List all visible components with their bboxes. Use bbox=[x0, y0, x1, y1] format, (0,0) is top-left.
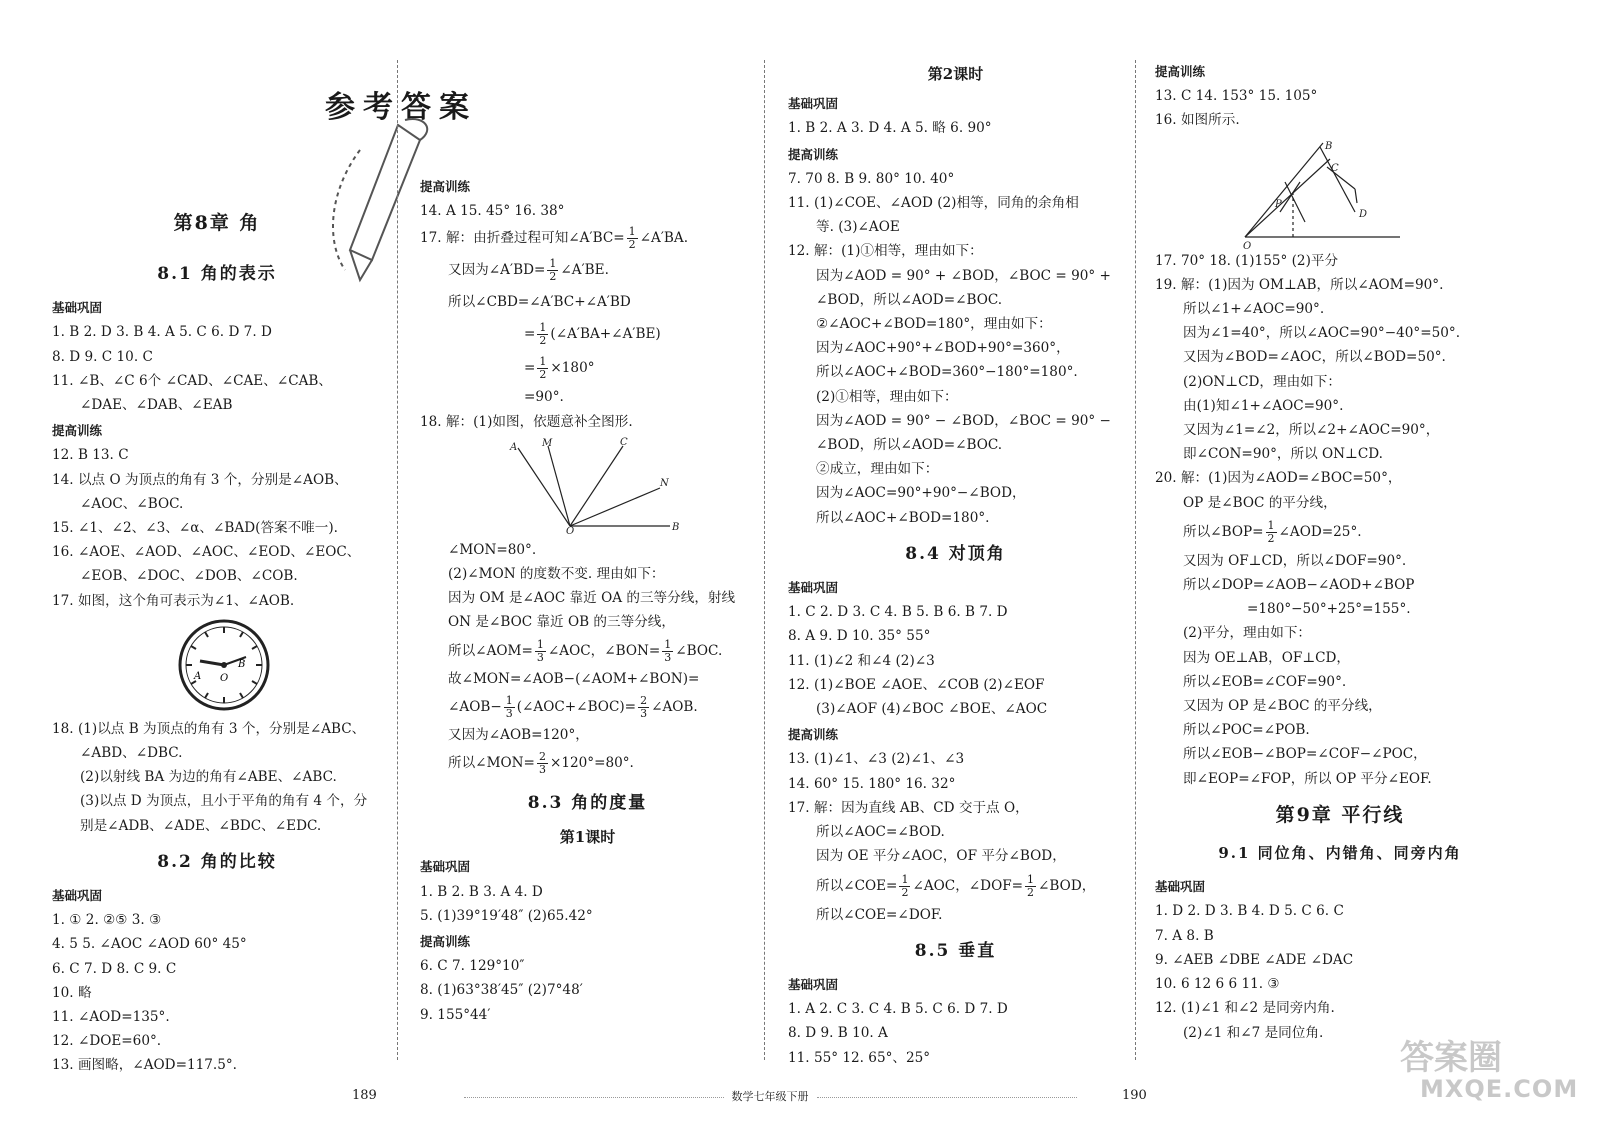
section-heading: 8.5 垂直 bbox=[914, 940, 997, 961]
subheading-basic: 基础巩固 bbox=[52, 300, 103, 316]
subheading-basic: 基础巩固 bbox=[52, 888, 103, 904]
answer-line: 6. C 7. 129°10″ bbox=[420, 958, 525, 975]
answer-line: 12. (1)∠1 和∠2 是同旁内角. bbox=[1155, 1000, 1335, 1017]
label-m: M bbox=[542, 437, 553, 449]
fraction: $\frac{1}{2}$ bbox=[539, 355, 547, 382]
answer-line: 5. (1)39°19′48″ (2)65.42° bbox=[420, 907, 593, 924]
footer-text: 数学七年级下册 bbox=[731, 1090, 809, 1103]
fraction: $\frac{1}{3}$ bbox=[505, 693, 513, 720]
answer-line: 因为 OM 是∠AOC 靠近 OA 的三等分线，射线 bbox=[448, 590, 736, 607]
answer-line: 17. 如图，这个角可表示为∠1、∠AOB. bbox=[52, 592, 295, 609]
answer-line: (3)以点 D 为顶点，且小于平角的角有 4 个，分 bbox=[80, 793, 368, 810]
answer-line: 又因为∠1=∠2，所以∠2+∠AOC=90°， bbox=[1183, 422, 1440, 439]
answer-line: 14. A 15. 45° 16. 38° bbox=[420, 203, 565, 220]
page-number-left: 189 bbox=[352, 1088, 377, 1103]
answer-line: 所以∠CBD=∠A′BC+∠A′BD bbox=[448, 294, 631, 311]
clock-figure bbox=[52, 617, 382, 713]
section-heading: 8.4 对顶角 bbox=[905, 543, 1006, 564]
answer-line: 16. 如图所示. bbox=[1155, 112, 1240, 129]
label-d: D bbox=[1359, 208, 1368, 220]
footer bbox=[420, 1088, 1120, 1104]
answer-line: 所以∠AOC=∠BOD. bbox=[816, 824, 945, 841]
answer-line: 即∠EOP=∠FOP，所以 OP 平分∠EOF. bbox=[1183, 770, 1432, 787]
text-fragment: (∠A′BA+∠A′BE) bbox=[550, 326, 661, 343]
column-4 bbox=[1155, 58, 1525, 1045]
answer-line: 13. (1)∠1、∠3 (2)∠1、∠3 bbox=[788, 751, 965, 768]
answer-line: 即∠CON=90°，所以 ON⊥CD. bbox=[1183, 446, 1383, 463]
answer-line: = $\frac{1}{2}$ (∠A′BA+∠A′BE) bbox=[524, 321, 661, 348]
answer-line: 1. B 2. A 3. D 4. A 5. 略 6. 90° bbox=[788, 120, 992, 137]
lesson-heading: 第2课时 bbox=[927, 65, 984, 83]
answer-line: 所以∠COE= $\frac{1}{2}$ ∠AOC，∠DOF= $\frac{1}{2}$ ∠BOD， bbox=[816, 872, 1096, 899]
answer-line: 15. ∠1、∠2、∠3、∠α、∠BAD(答案不唯一). bbox=[52, 520, 338, 537]
construction-figure bbox=[1155, 137, 1525, 252]
answer-line: (2)以射线 BA 为边的角有∠ABE、∠ABC. bbox=[80, 769, 337, 786]
answer-line: 因为∠AOD = 90° + ∠BOD，∠BOC = 90° + bbox=[816, 267, 1111, 284]
answer-line: ∠DAE、∠DAB、∠EAB bbox=[80, 397, 233, 414]
answer-line: 因为∠AOC+90°+∠BOD+90°=360°， bbox=[816, 340, 1070, 357]
fraction: $\frac{1}{2}$ bbox=[1267, 518, 1275, 545]
answer-line: 1. ① 2. ②⑤ 3. ③ bbox=[52, 912, 162, 929]
answer-line: 等. (3)∠AOE bbox=[816, 219, 900, 236]
answer-line: ∠BOD，所以∠AOD=∠BOC. bbox=[816, 437, 1003, 454]
label-n: N bbox=[660, 477, 669, 489]
column-3 bbox=[788, 62, 1123, 1070]
subheading-advanced: 提高训练 bbox=[52, 423, 103, 439]
answer-line: 所以∠BOP= $\frac{1}{2}$ ∠AOD=25°. bbox=[1183, 518, 1362, 545]
answer-line: =180°−50°+25°=155°. bbox=[1247, 601, 1411, 618]
angle-figure bbox=[420, 436, 755, 537]
answer-line: 12. ∠DOE=60°. bbox=[52, 1033, 162, 1050]
answer-line: 11. (1)∠2 和∠4 (2)∠3 bbox=[788, 652, 935, 669]
answer-line: 1. A 2. C 3. C 4. B 5. C 6. D 7. D bbox=[788, 1001, 1008, 1018]
answer-line: ∠BOD，所以∠AOD=∠BOC. bbox=[816, 291, 1003, 308]
answer-line: 11. 55° 12. 65°、25° bbox=[788, 1049, 931, 1066]
column-divider bbox=[764, 60, 765, 1060]
answer-line: ∠ABD、∠DBC. bbox=[80, 745, 183, 762]
subheading-basic: 基础巩固 bbox=[788, 976, 839, 992]
answer-line: ∠AOB− $\frac{1}{3}$ (∠AOC+∠BOC)= $\frac{2}{3}$ ∠AOB. bbox=[448, 693, 698, 720]
subheading-advanced: 提高训练 bbox=[420, 934, 471, 950]
answer-line: 8. D 9. B 10. A bbox=[788, 1025, 888, 1042]
answer-line: 1. B 2. B 3. A 4. D bbox=[420, 883, 543, 900]
column-divider bbox=[1135, 60, 1136, 1060]
clock-label-o: O bbox=[220, 672, 229, 684]
label-o: O bbox=[1243, 240, 1252, 252]
answer-line: 13. 画图略，∠AOD=117.5°. bbox=[52, 1057, 237, 1074]
answer-line: ∠EOB、∠DOC、∠DOB、∠COB. bbox=[80, 568, 298, 585]
answer-line: 因为 OE 平分∠AOC，OF 平分∠BOD， bbox=[816, 848, 1066, 865]
answer-line: 11. ∠B、∠C 6个 ∠CAD、∠CAE、∠CAB、 bbox=[52, 372, 333, 389]
section-heading: 8.2 角的比较 bbox=[157, 851, 277, 872]
answer-line: 19. 解：(1)因为 OM⊥AB，所以∠AOM=90°. bbox=[1155, 276, 1444, 293]
answer-line: (2)∠MON 的度数不变. 理由如下： bbox=[448, 566, 665, 583]
clock-label-a: A bbox=[194, 670, 202, 682]
label-b: B bbox=[672, 521, 680, 533]
answer-line: 9. ∠AEB ∠DBE ∠ADE ∠DAC bbox=[1155, 951, 1354, 968]
subheading-advanced: 提高训练 bbox=[788, 727, 839, 743]
answer-line: 因为∠1=40°，所以∠AOC=90°−40°=50°. bbox=[1183, 325, 1461, 342]
label-c: C bbox=[1331, 162, 1339, 174]
answer-line: 因为∠AOD = 90° − ∠BOD，∠BOC = 90° − bbox=[816, 412, 1111, 429]
answer-line: 11. (1)∠COE、∠AOD (2)相等，同角的余角相 bbox=[788, 195, 1079, 212]
answer-line: 18. (1)以点 B 为顶点的角有 3 个，分别是∠ABC、 bbox=[52, 720, 366, 737]
answer-line: 16. ∠AOE、∠AOD、∠AOC、∠EOD、∠EOC、 bbox=[52, 544, 361, 561]
answer-line: 所以∠AOC+∠BOD=180°. bbox=[816, 509, 990, 526]
subheading-advanced: 提高训练 bbox=[420, 179, 471, 194]
page-number-right: 190 bbox=[1122, 1088, 1147, 1103]
answer-line: 所以∠1+∠AOC=90°. bbox=[1183, 301, 1325, 318]
lesson-heading: 第1课时 bbox=[559, 828, 616, 847]
fraction: $\frac{2}{3}$ bbox=[640, 693, 648, 720]
fraction: $\frac{1}{3}$ bbox=[536, 637, 544, 664]
subheading-basic: 基础巩固 bbox=[788, 96, 839, 112]
subheading-basic: 基础巩固 bbox=[788, 580, 839, 596]
label-a: A bbox=[510, 441, 518, 453]
fraction: $\frac{1}{2}$ bbox=[901, 872, 909, 899]
fraction: $\frac{1}{2}$ bbox=[628, 225, 636, 252]
answer-line: 8. (1)63°38′45″ (2)7°48′ bbox=[420, 982, 583, 999]
column-divider bbox=[397, 60, 398, 1060]
answer-line: 11. ∠AOD=135°. bbox=[52, 1009, 170, 1026]
page-title: 参考答案 bbox=[325, 90, 477, 125]
subheading-advanced: 提高训练 bbox=[788, 146, 839, 162]
label-p: P bbox=[1275, 198, 1282, 210]
watermark-text: 答案圈 bbox=[1400, 1038, 1502, 1078]
text-fragment: 又因为∠A′BD= bbox=[448, 262, 546, 279]
text-fragment: ×180° bbox=[550, 360, 595, 377]
answer-line: 8. D 9. C 10. C bbox=[52, 348, 153, 365]
answer-line: 10. 略 bbox=[52, 984, 92, 1001]
answer-line: 故∠MON=∠AOB−(∠AOM+∠BON)= bbox=[448, 670, 700, 687]
answer-line: 14. 以点 O 为顶点的角有 3 个，分别是∠AOB、 bbox=[52, 471, 348, 488]
fraction: $\frac{1}{3}$ bbox=[664, 637, 672, 664]
answer-line: (2)ON⊥CD，理由如下： bbox=[1183, 373, 1341, 390]
subheading-basic: 基础巩固 bbox=[420, 859, 471, 875]
answer-line: 所以∠EOB=∠COF=90°. bbox=[1183, 673, 1347, 690]
answer-line: 4. 5 5. ∠AOC ∠AOD 60° 45° bbox=[52, 936, 247, 953]
answer-line: 所以∠DOP=∠AOB−∠AOD+∠BOP bbox=[1183, 577, 1415, 594]
answer-line bbox=[420, 253, 755, 287]
answer-line: 17. 解：因为直线 AB、CD 交于点 O， bbox=[788, 799, 1029, 816]
label-c: C bbox=[620, 436, 628, 448]
answer-line: 1. B 2. D 3. B 4. A 5. C 6. D 7. D bbox=[52, 324, 272, 341]
text-fragment: 17. 解：由折叠过程可知∠A′BC= bbox=[420, 230, 625, 247]
column-2 bbox=[420, 173, 755, 1027]
answer-line: 18. 解：(1)如图，依题意补全图形. bbox=[420, 413, 633, 430]
answer-line: 13. C 14. 153° 15. 105° bbox=[1155, 88, 1318, 105]
answer-line: 12. (1)∠BOE ∠AOE、∠COB (2)∠EOF bbox=[788, 676, 1045, 693]
answer-line: 所以∠COE=∠DOF. bbox=[816, 906, 943, 923]
answer-line: (2)平分，理由如下： bbox=[1183, 625, 1312, 642]
answer-line: 所以∠AOC+∠BOD=360°−180°=180°. bbox=[816, 364, 1078, 381]
watermark-url: MXQE.COM bbox=[1420, 1075, 1579, 1103]
answer-line: 10. 6 12 6 6 11. ③ bbox=[1155, 976, 1280, 993]
answer-line: 又因为∠BOD=∠AOC，所以∠BOD=50°. bbox=[1183, 349, 1446, 366]
answer-line: =90°. bbox=[524, 389, 564, 406]
text-fragment: ∠A′BA. bbox=[639, 230, 689, 247]
answer-line: 7. 70 8. B 9. 80° 10. 40° bbox=[788, 170, 955, 187]
answer-line: ②∠AOC+∠BOD=180°，理由如下： bbox=[816, 316, 1052, 333]
answer-line: 又因为 OP 是∠BOC 的平分线， bbox=[1183, 698, 1382, 715]
answer-line: 所以∠MON= $\frac{2}{3}$ ×120°=80°. bbox=[448, 750, 634, 777]
subheading-advanced: 提高训练 bbox=[1155, 64, 1206, 79]
answer-line: ∠AOC、∠BOC. bbox=[80, 495, 184, 512]
label-o: O bbox=[566, 525, 575, 537]
answer-line: 7. A 8. B bbox=[1155, 927, 1214, 944]
answer-line: ∠MON=80°. bbox=[448, 541, 537, 558]
fraction: $\frac{2}{3}$ bbox=[538, 750, 546, 777]
answer-line: 又因为∠AOB=120°， bbox=[448, 726, 589, 743]
answer-line: (3)∠AOF (4)∠BOC ∠BOE、∠AOC bbox=[816, 701, 1048, 718]
clock-label-b: B bbox=[238, 658, 246, 670]
answer-line: = $\frac{1}{2}$ ×180° bbox=[524, 355, 595, 382]
answer-line: 1. D 2. D 3. B 4. D 5. C 6. C bbox=[1155, 903, 1344, 920]
fraction: $\frac{1}{2}$ bbox=[539, 321, 547, 348]
answer-line: 因为 OE⊥AB，OF⊥CD， bbox=[1183, 649, 1351, 666]
answer-line: OP 是∠BOC 的平分线， bbox=[1183, 494, 1337, 511]
label-b: B bbox=[1325, 140, 1333, 152]
answer-line: 因为∠AOC=90°+90°−∠BOD， bbox=[816, 485, 1026, 502]
answer-line: 9. 155°44′ bbox=[420, 1006, 491, 1023]
answer-line: 17. 70° 18. (1)155° (2)平分 bbox=[1155, 252, 1339, 269]
answer-line: 由(1)知∠1+∠AOC=90°. bbox=[1183, 397, 1344, 414]
chapter-heading: 第8章 角 bbox=[173, 212, 261, 234]
column-1 bbox=[52, 262, 382, 1078]
answer-line bbox=[420, 223, 755, 253]
answer-line: 又因为 OF⊥CD，所以∠DOF=90°. bbox=[1183, 552, 1407, 569]
answer-line: 12. B 13. C bbox=[52, 447, 129, 464]
answer-line: (2)①相等，理由如下： bbox=[816, 388, 958, 405]
fraction: $\frac{1}{2}$ bbox=[549, 257, 557, 284]
section-heading: 8.3 角的度量 bbox=[527, 793, 648, 814]
text-fragment: ∠A′BE. bbox=[560, 262, 609, 279]
chapter-heading: 第9章 平行线 bbox=[1275, 803, 1405, 826]
answer-line: 12. 解：(1)①相等，理由如下： bbox=[788, 243, 983, 260]
answer-line: 别是∠ADB、∠ADE、∠BDC、∠EDC. bbox=[80, 817, 322, 834]
answer-line: 8. A 9. D 10. 35° 55° bbox=[788, 628, 931, 645]
answer-line: 20. 解：(1)因为∠AOD=∠BOC=50°， bbox=[1155, 470, 1402, 487]
answer-line: 所以∠AOM= $\frac{1}{3}$ ∠AOC，∠BON= $\frac{1}{3}$ ∠BOC. bbox=[448, 637, 723, 664]
answer-line: 14. 60° 15. 180° 16. 32° bbox=[788, 775, 956, 792]
fraction: $\frac{1}{2}$ bbox=[1027, 872, 1035, 899]
section-heading: 9.1 同位角、内错角、同旁内角 bbox=[1218, 844, 1462, 863]
answer-line: ②成立，理由如下： bbox=[816, 461, 939, 478]
answer-line: (2)∠1 和∠7 是同位角. bbox=[1183, 1024, 1324, 1041]
subheading-basic: 基础巩固 bbox=[1155, 879, 1206, 895]
answer-line: 6. C 7. D 8. C 9. C bbox=[52, 960, 177, 977]
answer-line: 所以∠POC=∠POB. bbox=[1183, 722, 1310, 739]
answer-line: ON 是∠BOC 靠近 OB 的三等分线， bbox=[448, 614, 675, 631]
answer-line: 所以∠EOB−∠BOP=∠COF−∠POC， bbox=[1183, 746, 1427, 763]
section-heading: 8.1 角的表示 bbox=[157, 264, 277, 284]
answer-line: 1. C 2. D 3. C 4. B 5. B 6. B 7. D bbox=[788, 604, 1008, 621]
